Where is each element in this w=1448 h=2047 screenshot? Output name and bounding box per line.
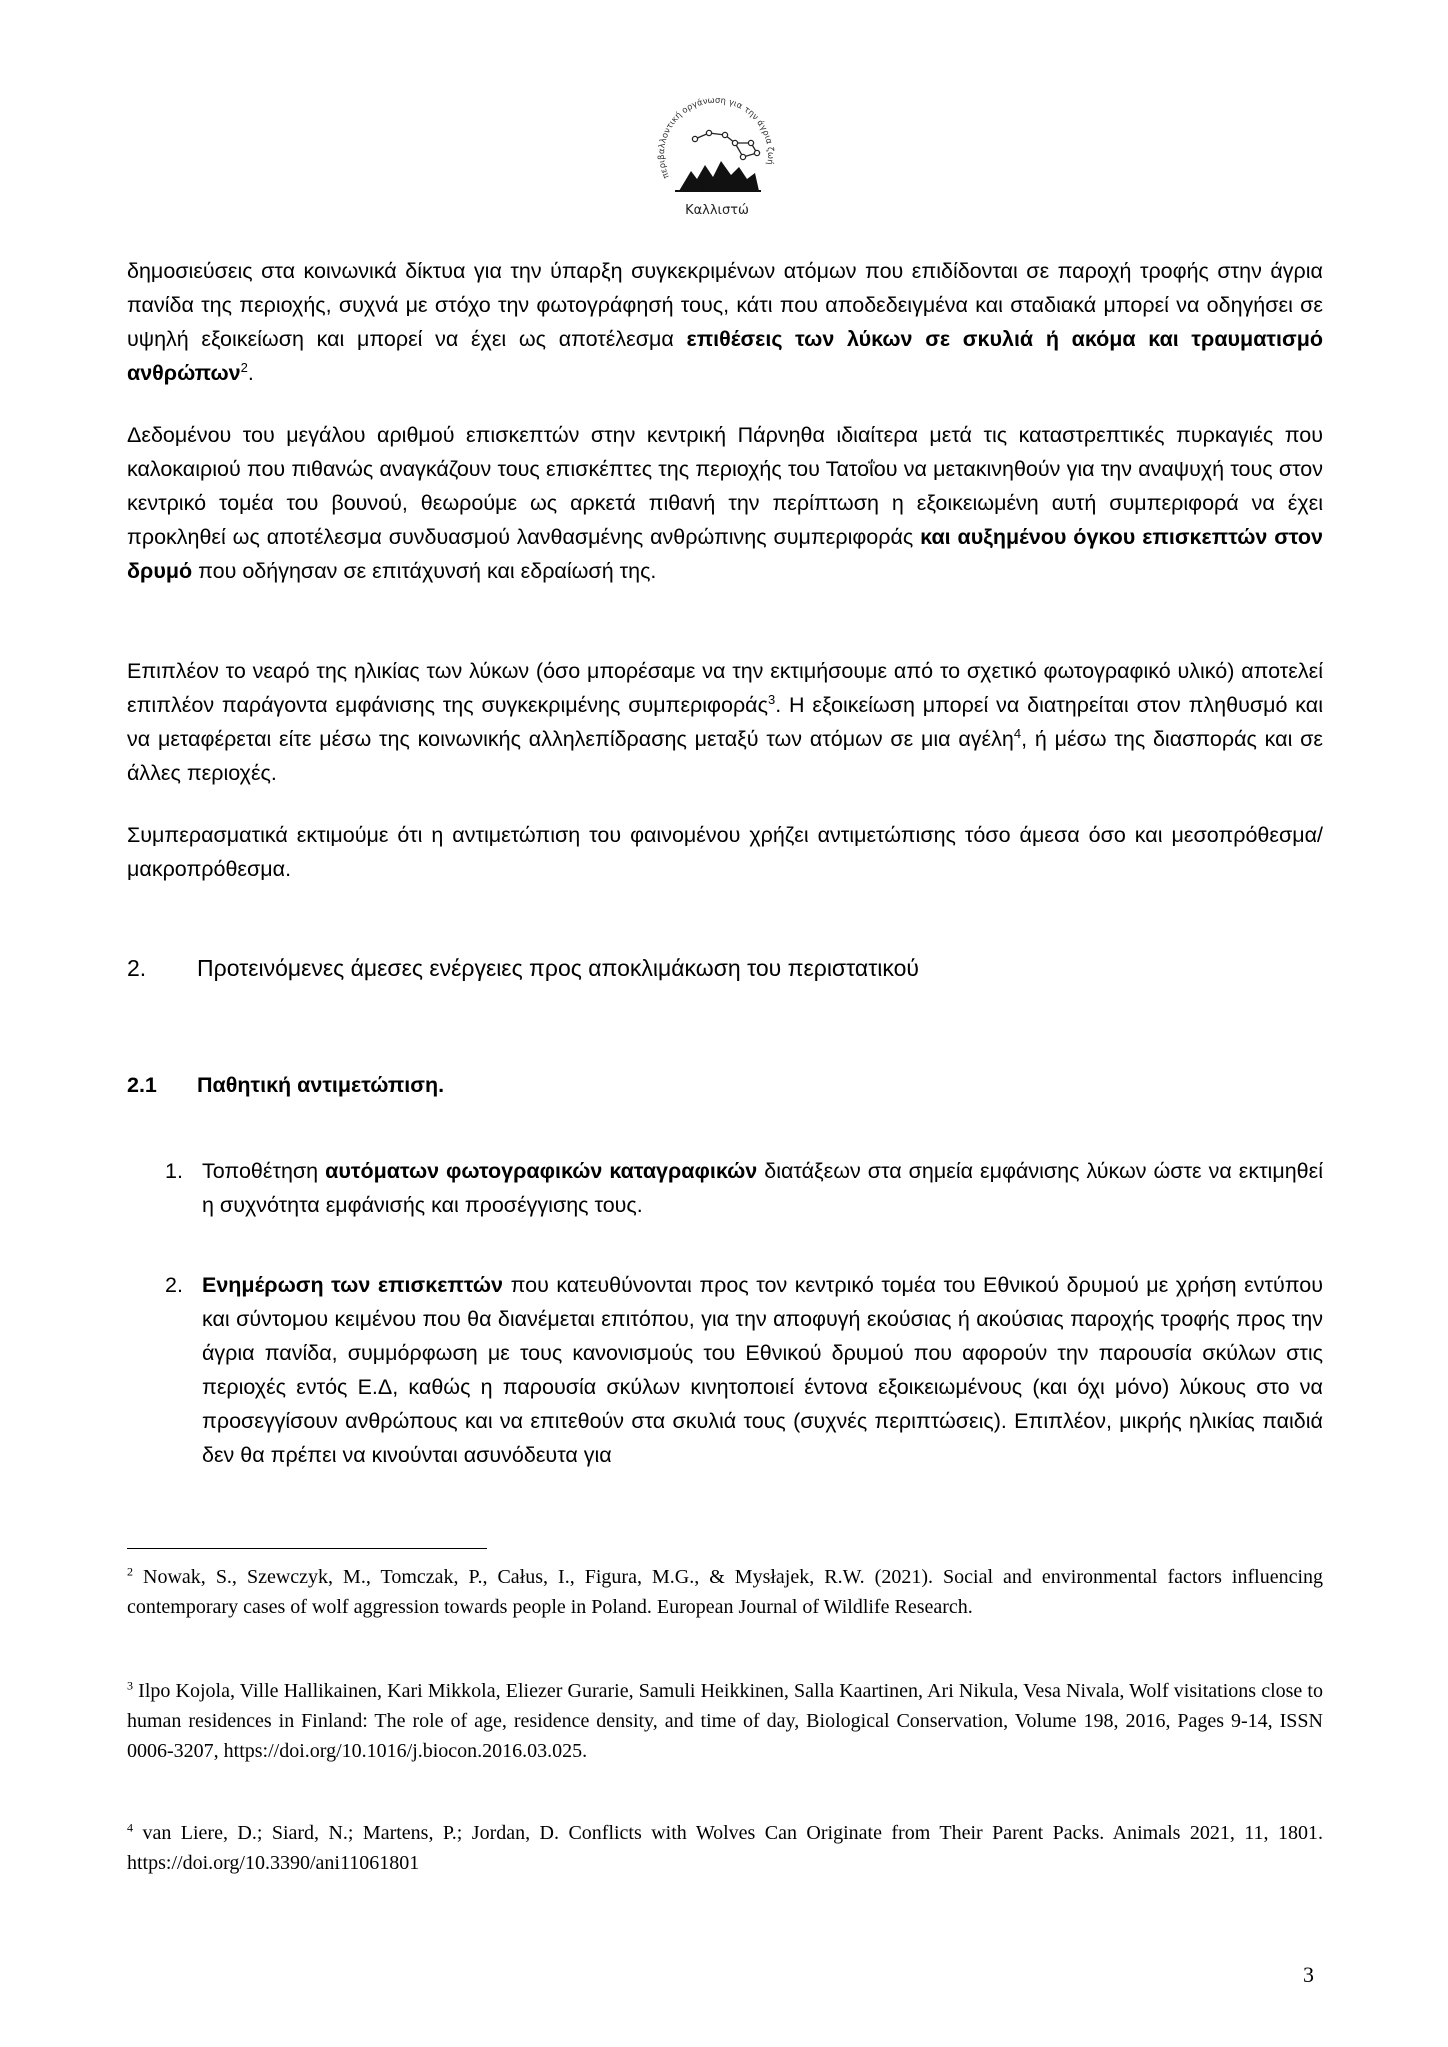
footnote-separator [127, 1548, 487, 1549]
section-number: 2. [127, 955, 147, 981]
footnote-3 [127, 1676, 1323, 1766]
page-number: 3 [1303, 1962, 1314, 1987]
paragraph-text: Επιπλέον το νεαρό της ηλικίας των λύκων (όσο μπορέσαμε να την εκτιμήσουμε από το σχετικό φωτογραφικό υλικό) αποτελεί επιπλέον παράγοντα εμφάνισης της συγκεκριμένης συμπεριφοράς [127, 659, 1323, 717]
footnote-text: van Liere, D.; Siard, N.; Martens, P.; Jordan, D. Conflicts with Wolves Can Originate from Their Parent Packs. Animals 2021, 11, 1801. https://doi.org/10.3390/ani11061801 [127, 1822, 1323, 1874]
footnote-ref-3[interactable]: 3 [767, 691, 776, 707]
list-item-bold-text: αυτόματων φωτογραφικών καταγραφικών [325, 1159, 758, 1183]
list-item-text: Τοποθέτηση [202, 1159, 326, 1183]
footnote-mark: 3 [127, 1678, 133, 1693]
footnote-mark: 2 [127, 1564, 133, 1579]
list-item-bold-text: Ενημέρωση των επισκεπτών [202, 1273, 503, 1297]
paragraph-1 [127, 254, 1323, 390]
list-item [165, 1268, 1323, 1472]
footnote-ref-2[interactable]: 2 [240, 359, 248, 375]
section-2-1-heading [127, 1073, 444, 1098]
paragraph-4 [127, 818, 1323, 886]
section-2-heading [127, 955, 919, 982]
paragraph-bold-text: και αυξημένου όγκου επισκεπτών στον δρυμό [127, 525, 1324, 583]
section-number: 2.1 [127, 1073, 157, 1097]
paragraph-text: . Η εξοικείωση μπορεί να διατηρείται στον πληθυσμό και να μεταφέρεται είτε μέσω της κοινωνικής αλληλεπίδρασης μεταξύ των ατόμων σε μια αγέλη [127, 693, 1323, 751]
list-item-number: 2. [165, 1273, 183, 1297]
paragraph-text: που οδήγησαν σε επιτάχυνσή και εδραίωσή της. [192, 559, 657, 583]
logo-arc-text: περιβαλλοντική οργάνωση για την άγρια ζωή [656, 95, 776, 180]
footnote-2 [127, 1562, 1323, 1622]
organization-logo [617, 95, 817, 223]
footnote-text: Nowak, S., Szewczyk, M., Tomczak, P., Całus, I., Figura, M.G., & Mysłajek, R.W. (2021). Social and environmental factors influencing contemporary cases of wolf aggression towards people in Poland. European Journal of Wildlife Research. [127, 1566, 1323, 1618]
logo-caption: Καλλιστώ [685, 203, 749, 218]
list-item [165, 1154, 1323, 1222]
paragraph-3 [127, 654, 1323, 790]
paragraph-text: , ή μέσω της διασποράς και σε άλλες περιοχές. [127, 727, 1323, 785]
list-item-text: που κατευθύνονται προς τον κεντρικό τομέα του Εθνικού δρυμού με χρήση εντύπου και σύντομου κειμένου που θα διανέμεται επιτόπου, για την αποφυγή εκούσιας ή ακούσιας παροχής τροφής προς την άγρια πανίδα, συμμόρφωση με τους κανονισμούς του Εθνικού δρυμού που αφορούν την παρουσία σκύλων στις περιοχές εντός Ε.Δ, καθώς η παρουσία σκύλων κινητοποιεί έντονα εξοικειωμένους (και όχι μόνο) λύκους στο να προσεγγίσουν ανθρώπους και να επιτεθούν στα σκυλιά τους (συχνές περιπτώσεις). Επιπλέον, μικρής ηλικίας παιδιά δεν θα πρέπει να κινούνται ασυνόδευτα για [202, 1273, 1323, 1467]
footnote-text: Ilpo Kojola, Ville Hallikainen, Kari Mikkola, Eliezer Gurarie, Samuli Heikkinen, Salla Kaartinen, Ari Nikula, Vesa Nivala, Wolf visitations close to human residences in Finland: The role of age, residence density, and time of day, Biological Conservation, Volume 198, 2016, Pages 9-14, ISSN 0006-3207, https://doi.org/10.1016/j.biocon.2016.03.025. [127, 1680, 1323, 1762]
paragraph-text: Συμπερασματικά εκτιμούμε ότι η αντιμετώπιση του φαινομένου χρήζει αντιμετώπισης τόσο άμεσα όσο και μεσοπρόθεσμα/μακροπρόθεσμα. [127, 823, 1323, 881]
paragraph-text: Δεδομένου του μεγάλου αριθμού επισκεπτών στην κεντρική Πάρνηθα ιδιαίτερα μετά τις καταστρεπτικές πυρκαγιές που καλοκαιριού που πιθανώς αναγκάζουν τους επισκέπτες της περιοχής του Τατοΐου να μετακινηθούν για την αναψυχή τους στον κεντρικό τομέα του βουνού, θεωρούμε ως αρκετά πιθανή την περίπτωση η εξοικειωμένη αυτή συμπεριφορά να έχει προκληθεί ως αποτέλεσμα συνδυασμού λανθασμένης ανθρώπινης συμπεριφοράς [127, 423, 1323, 549]
footnote-mark: 4 [127, 1820, 133, 1835]
footnote-ref-4[interactable]: 4 [1013, 725, 1022, 741]
paragraph-2 [127, 418, 1323, 588]
section-title: Προτεινόμενες άμεσες ενέργειες προς αποκλιμάκωση του περιστατικού [197, 955, 919, 981]
logo-emblem-icon [617, 95, 817, 205]
section-title: Παθητική αντιμετώπιση. [197, 1073, 445, 1097]
paragraph-text: . [247, 361, 254, 385]
list-item-number: 1. [165, 1159, 183, 1183]
footnote-4 [127, 1818, 1323, 1878]
list-item-text: διατάξεων στα σημεία εμφάνισης λύκων ώστε να εκτιμηθεί η συχνότητα εμφάνισής και προσέγγισης τους. [202, 1159, 1323, 1217]
paragraph-bold-text: επιθέσεις των λύκων σε σκυλιά ή ακόμα και τραυματισμό ανθρώπων [127, 327, 1323, 385]
paragraph-text: δημοσιεύσεις στα κοινωνικά δίκτυα για την ύπαρξη συγκεκριμένων ατόμων που επιδίδονται σε παροχή τροφής στην άγρια πανίδα της περιοχής, συχνά με στόχο την φωτογράφησή τους, κάτι που αποδεδειγμένα και σταδιακά μπορεί να οδηγήσει σε υψηλή εξοικείωση και μπορεί να έχει ως αποτέλεσμα [127, 259, 1323, 351]
